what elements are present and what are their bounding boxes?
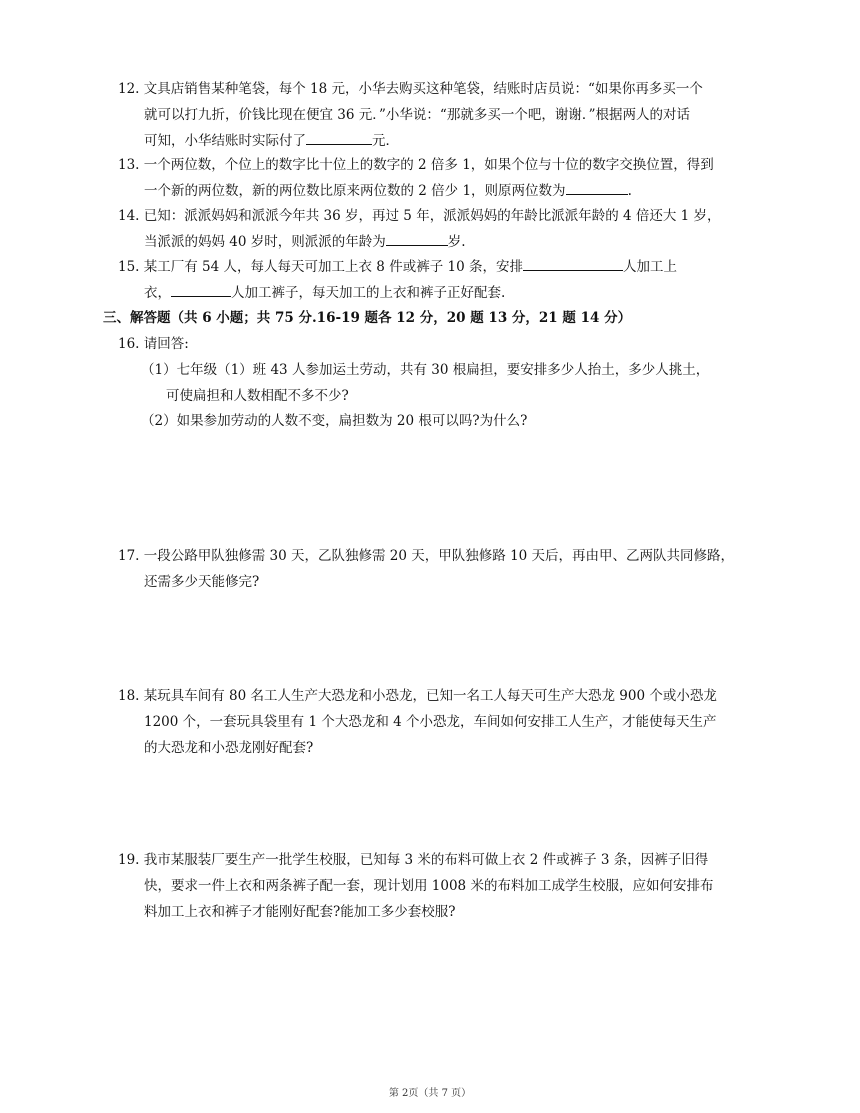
answer-blank <box>171 280 231 297</box>
question-12 <box>118 76 760 154</box>
question-15-line-2: 衣， 人加工裤子，每天加工的上衣和裤子正好配套. <box>118 280 760 306</box>
question-16-part-1-line-1: （1）七年级（1）班 43 人参加运土劳动，共有 30 根扁担，要安排多少人抬土，多少人挑土， <box>141 362 710 378</box>
question-12-line-3: 可知，小华结账时实际付了 元． <box>118 128 760 154</box>
question-16 <box>118 331 760 357</box>
page-footer: 第 2页（共 7 页） <box>388 1088 472 1099</box>
question-14-line-1: 14. 已知：派派妈妈和派派今年共 36 岁，再过 5 年，派派妈妈的年龄比派派年龄的 4 倍还大 1 岁， <box>118 208 721 224</box>
question-12-line-2: 就可以打九折，价钱比现在便宜 36 元．”小华说：“那就多买一个吧，谢谢．”根据两人的对话 <box>144 107 690 123</box>
answer-blank <box>306 128 372 145</box>
question-17 <box>118 543 760 595</box>
answer-blank <box>566 178 628 195</box>
question-18-line-2: 1200 个，一套玩具袋里有 1 个大恐龙和 4 个小恐龙，车间如何安排工人生产，才能使每天生产 <box>144 714 717 730</box>
question-19-line-1: 19. 我市某服装厂要生产一批学生校服，已知每 3 米的布料可做上衣 2 件或裤子 3 条，因裤子旧得 <box>118 852 709 868</box>
question-13-line-2: 一个新的两位数，新的两位数比原来两位数的 2 倍少 1，则原两位数为 . <box>118 178 760 204</box>
question-17-line-2: 还需多少天能修完? <box>144 574 260 590</box>
question-13 <box>118 152 760 204</box>
question-15-line-1: 15. 某工厂有 54 人，每人每天可加工上衣 8 件或裤子 10 条，安排 人加工上 <box>118 254 760 280</box>
answer-blank <box>523 254 623 271</box>
question-19 <box>118 847 760 925</box>
question-19-line-3: 料加工上衣和裤子才能刚好配套?能加工多少套校服? <box>144 904 456 920</box>
question-15 <box>118 254 760 306</box>
question-14-line-2: 当派派的妈妈 40 岁时，则派派的年龄为 岁. <box>118 229 760 255</box>
question-18 <box>118 683 760 761</box>
question-16-part-2 <box>141 408 761 434</box>
question-18-line-3: 的大恐龙和小恐龙刚好配套? <box>144 740 314 756</box>
question-17-line-1: 17. 一段公路甲队独修需 30 天，乙队独修需 20 天，甲队独修路 10 天后，再由甲、乙两队共同修路， <box>118 548 735 564</box>
question-16-part-1-line-2: 可使扁担和人数相配不多不少? <box>166 388 349 404</box>
question-12-line-1: 12. 文具店销售某种笔袋，每个 18 元，小华去购买这种笔袋，结账时店员说：“如果你再多买一个 <box>118 81 703 97</box>
question-16-part-2-line: （2）如果参加劳动的人数不变，扁担数为 20 根可以吗?为什么? <box>141 413 528 429</box>
question-16-head: 16. 请回答: <box>118 336 189 352</box>
question-16-part-1 <box>141 357 761 409</box>
question-13-line-1: 13. 一个两位数，个位上的数字比十位上的数字的 2 倍多 1，如果个位与十位的数字交换位置，得到 <box>118 157 714 173</box>
question-18-line-1: 18. 某玩具车间有 80 名工人生产大恐龙和小恐龙，已知一名工人每天可生产大恐龙 900 个或小恐龙 <box>118 688 717 704</box>
question-14 <box>118 203 760 255</box>
section-3-title: 三、解答题（共 6 小题；共 75 分.16-19 题各 12 分，20 题 13 分，21 题 14 分） <box>103 310 632 326</box>
question-19-line-2: 快，要求一件上衣和两条裤子配一套，现计划用 1008 米的布料加工成学生校服，应如何安排布 <box>144 878 714 894</box>
answer-blank <box>386 229 448 246</box>
